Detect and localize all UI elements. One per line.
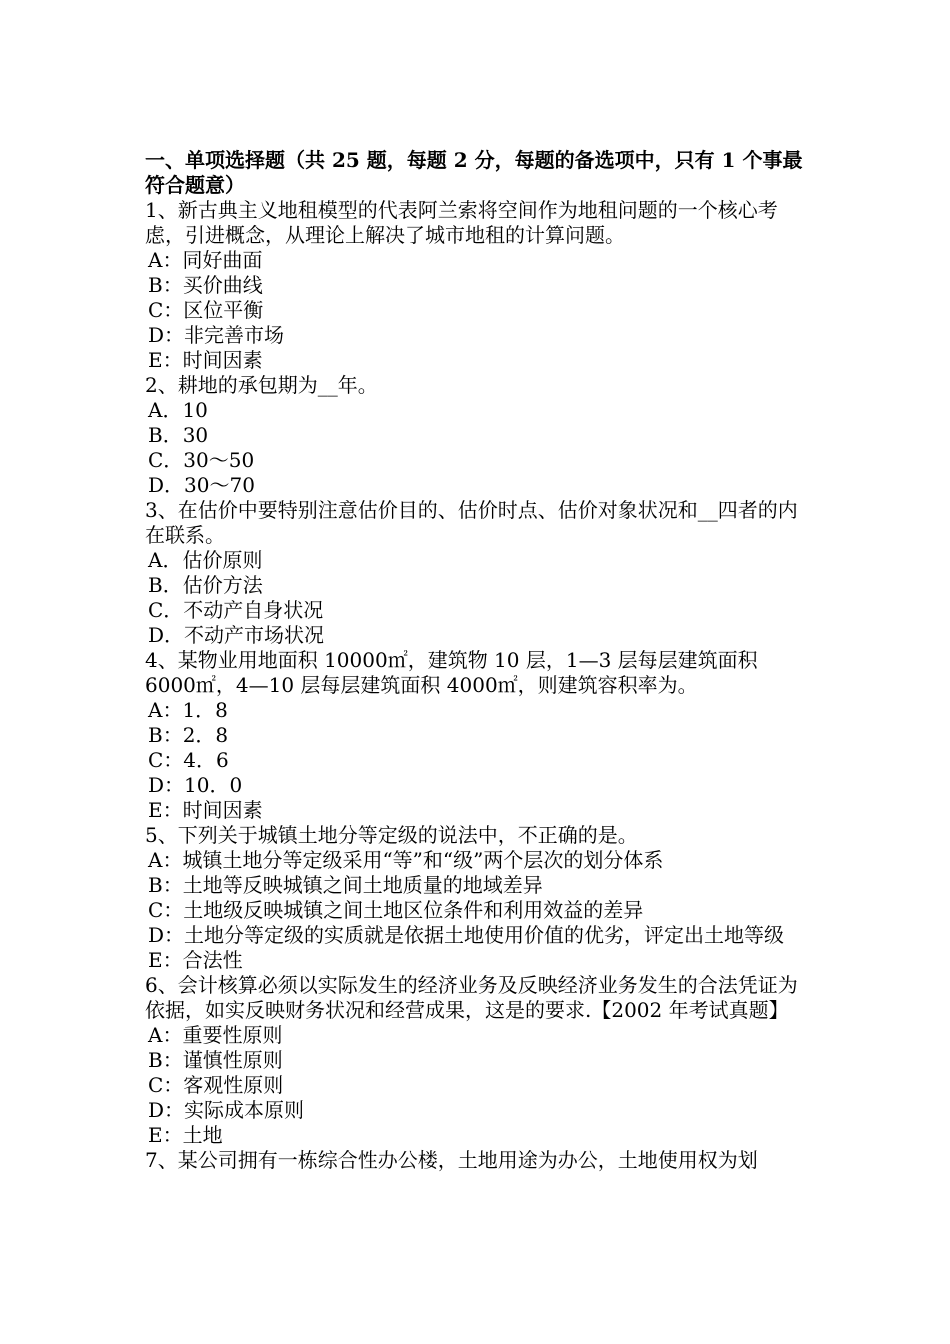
option-b: B：谨慎性原则: [148, 1048, 283, 1072]
option-c: C：土地级反映城镇之间土地区位条件和利用效益的差异: [148, 898, 644, 922]
question-7: [145, 1148, 810, 1173]
option-a: A：城镇土地分等定级采用“等”和“级”两个层次的划分体系: [148, 848, 664, 872]
option-b: B：土地等反映城镇之间土地质量的地域差异: [148, 873, 543, 897]
option-a: A．估价原则: [148, 548, 263, 572]
option-e: E：时间因素: [148, 348, 263, 372]
option-d: D：非完善市场: [148, 323, 285, 347]
question-1: [145, 198, 810, 373]
option-d: D：土地分等定级的实质就是依据土地使用价值的优劣，评定出土地等级: [148, 923, 785, 947]
option-a: A：同好曲面: [148, 248, 263, 272]
option-c: C：4．6: [148, 748, 229, 772]
option-c: C．30～50: [148, 448, 255, 472]
document-page: [145, 148, 810, 1173]
option-e: E：时间因素: [148, 798, 263, 822]
question-2: [145, 373, 810, 498]
question-stem: 1、新古典主义地租模型的代表阿兰索将空间作为地租问题的一个核心考虑，引进概念，从理论上解决了城市地租的计算问题。: [145, 198, 778, 247]
question-4: [145, 648, 810, 823]
section-heading: 一、单项选择题（共 25 题，每题 2 分，每题的备选项中，只有 1 个事最符合题意）: [145, 148, 803, 197]
option-d: D．不动产市场状况: [148, 623, 325, 647]
option-c: C：区位平衡: [148, 298, 264, 322]
question-stem: 6、会计核算必须以实际发生的经济业务及反映经济业务发生的合法凭证为依据，如实反映财务状况和经营成果，这是的要求.【2002 年考试真题】: [145, 973, 798, 1022]
question-stem: 7、某公司拥有一栋综合性办公楼，土地用途为办公，土地使用权为划: [145, 1148, 758, 1172]
option-c: C：客观性原则: [148, 1073, 284, 1097]
option-d: D．30～70: [148, 473, 255, 497]
option-e: E：土地: [148, 1123, 223, 1147]
option-e: E：合法性: [148, 948, 243, 972]
option-a: A：重要性原则: [148, 1023, 283, 1047]
option-b: B．估价方法: [148, 573, 263, 597]
question-5: [145, 823, 810, 973]
option-c: C．不动产自身状况: [148, 598, 324, 622]
option-b: B．30: [148, 423, 209, 447]
question-stem: 5、下列关于城镇土地分等定级的说法中，不正确的是。: [145, 823, 638, 847]
question-stem: 4、某物业用地面积 10000㎡，建筑物 10 层，1—3 层每层建筑面积 6000㎡，4—10 层每层建筑面积 4000㎡，则建筑容积率为。: [145, 648, 758, 697]
option-b: B：买价曲线: [148, 273, 263, 297]
question-stem: 3、在估价中要特别注意估价目的、估价时点、估价对象状况和__四者的内在联系。: [145, 498, 798, 547]
option-b: B：2．8: [148, 723, 229, 747]
option-a: A：1．8: [148, 698, 228, 722]
option-a: A．10: [148, 398, 208, 422]
option-d: D：10．0: [148, 773, 243, 797]
question-stem: 2、耕地的承包期为__年。: [145, 373, 378, 397]
question-3: [145, 498, 810, 648]
question-6: [145, 973, 810, 1148]
option-d: D：实际成本原则: [148, 1098, 305, 1122]
